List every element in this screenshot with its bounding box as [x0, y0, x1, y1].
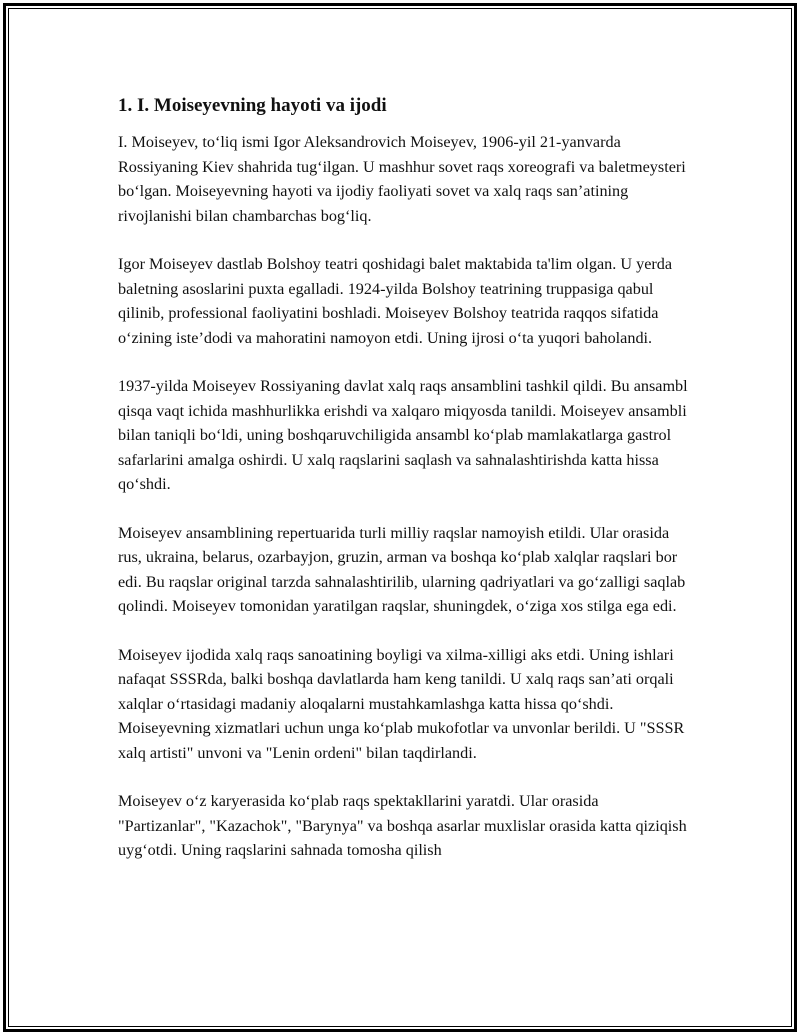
paragraph: 1937-yilda Moiseyev Rossiyaning davlat xalq raqs ansamblini tashkil qildi. Bu ansambl qisqa vaqt ichida mashhurlikka erishdi va xalqaro miqyosda tanildi. Moiseyev ansambli bilan taniqli bo‘ldi, uning boshqaruvchiligida ansambl ko‘plab mamlakatlarga gastrol safarlarini amalga oshirdi. U xalq raqslarini saqlash va sahnalashtirishda katta hissa qo‘shdi. [118, 377, 688, 493]
paragraph: Moiseyev o‘z karyerasida ko‘plab raqs spektakllarini yaratdi. Ular orasida "Partizanlar", "Kazachok", "Barynya" va boshqa asarlar muxlislar orasida katta qiziqish uyg‘otdi. Uning raqslarini sahnada tomosha qilish [118, 792, 687, 859]
document-body [118, 92, 688, 887]
paragraph: I. Moiseyev, to‘liq ismi Igor Aleksandrovich Moiseyev, 1906-yil 21-yanvarda Rossiyaning Kiev shahrida tug‘ilgan. U mashhur sovet raqs xoreografi va baletmeysteri bo‘lgan. Moiseyevning hayoti va ijodiy faoliyati sovet va xalq raqs san’atining rivojlanishi bilan chambarchas bog‘liq. [118, 133, 686, 225]
paragraph: Moiseyev ansamblining repertuarida turli milliy raqslar namoyish etildi. Ular orasida rus, ukraina, belarus, ozarbayjon, gruzin, arman va boshqa ko‘plab xalqlar raqslari bor edi. Bu raqslar original tarzda sahnalashtirilib, ularning qadriyatlari va go‘zalligi saqlab qolindi. Moiseyev tomonidan yaratilgan raqslar, shuningdek, o‘ziga xos stilga ega edi. [118, 523, 686, 615]
document-title: 1. I. Moiseyevning hayoti va ijodi [118, 95, 387, 116]
paragraph: Moiseyev ijodida xalq raqs sanoatining boyligi va xilma-xilligi aks etdi. Uning ishlari nafaqat SSSRda, balki boshqa davlatlarda ham keng tanildi. U xalq raqs san’ati orqali xalqlar o‘rtasidagi madaniy aloqalarni mustahkamlashga katta hissa qo‘shdi. Moiseyevning xizmatlari uchun unga ko‘plab mukofotlar va unvonlar berildi. U "SSSR xalq artisti" unvoni va "Lenin ordeni" bilan taqdirlandi. [118, 645, 685, 762]
paragraph: Igor Moiseyev dastlab Bolshoy teatri qoshidagi balet maktabida ta'lim olgan. U yerda baletning asoslarini puxta egalladi. 1924-yilda Bolshoy teatrining truppasiga qabul qilinib, professional faoliyatini boshladi. Moiseyev Bolshoy teatrida raqqos sifatida o‘zining iste’dodi va mahoratini namoyon etdi. Uning ijrosi o‘ta yuqori baholandi. [118, 255, 673, 347]
